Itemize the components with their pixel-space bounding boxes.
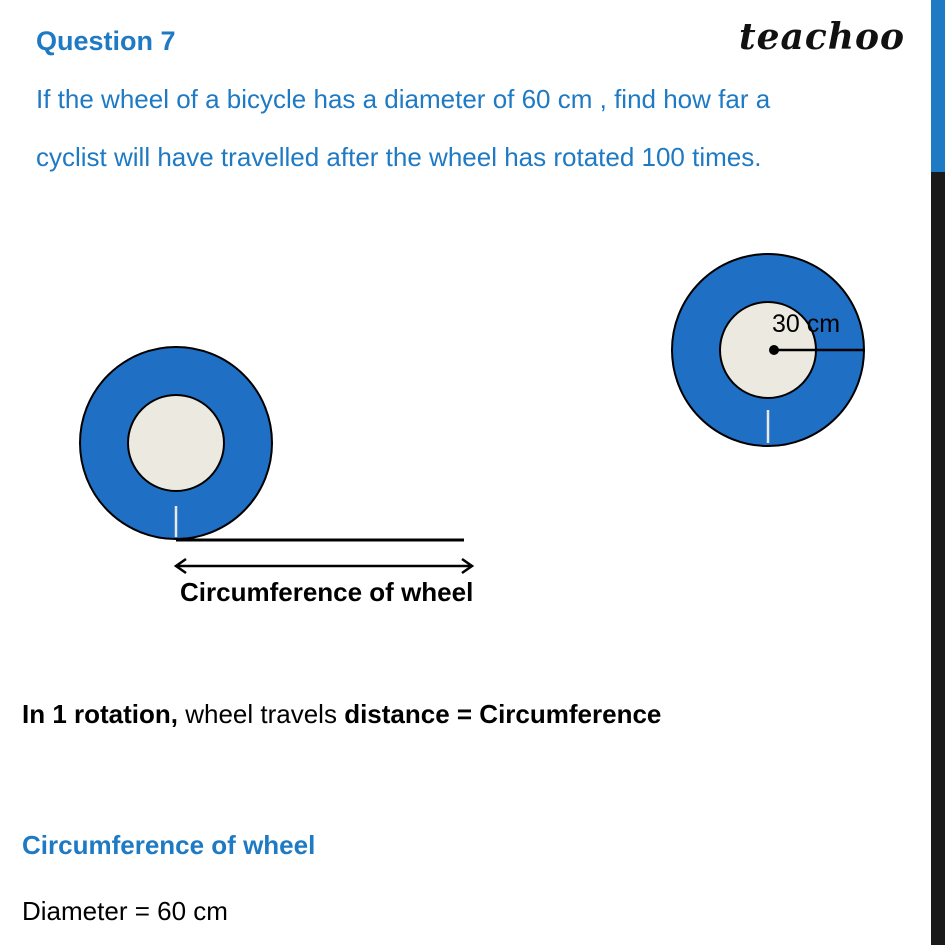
rotation-bold-1: In 1 rotation, [22, 699, 178, 729]
scrollbar-thumb[interactable] [931, 0, 945, 172]
question-text-line-1: If the wheel of a bicycle has a diameter of 60 cm , find how far a [36, 84, 771, 114]
radius-label: 30 cm [772, 310, 841, 338]
center-dot [769, 345, 779, 355]
rotation-bold-2: distance = Circumference [344, 699, 662, 729]
rolling-wheel [80, 347, 272, 539]
circumference-arrow [176, 559, 472, 573]
rotation-normal: wheel travels [178, 699, 345, 729]
circumference-heading: Circumference of wheel [22, 830, 316, 860]
radius-wheel [672, 254, 864, 446]
rotation-statement [22, 699, 661, 730]
teachoo-logo: teachoo [739, 16, 905, 58]
diameter-line: Diameter = 60 cm [22, 896, 228, 926]
question-label: Question 7 [36, 26, 176, 56]
rolling-wheel-hub [128, 395, 224, 491]
question-text-line-2: cyclist will have travelled after the wheel has rotated 100 times. [36, 142, 762, 172]
circumference-label: Circumference of wheel [180, 577, 474, 607]
